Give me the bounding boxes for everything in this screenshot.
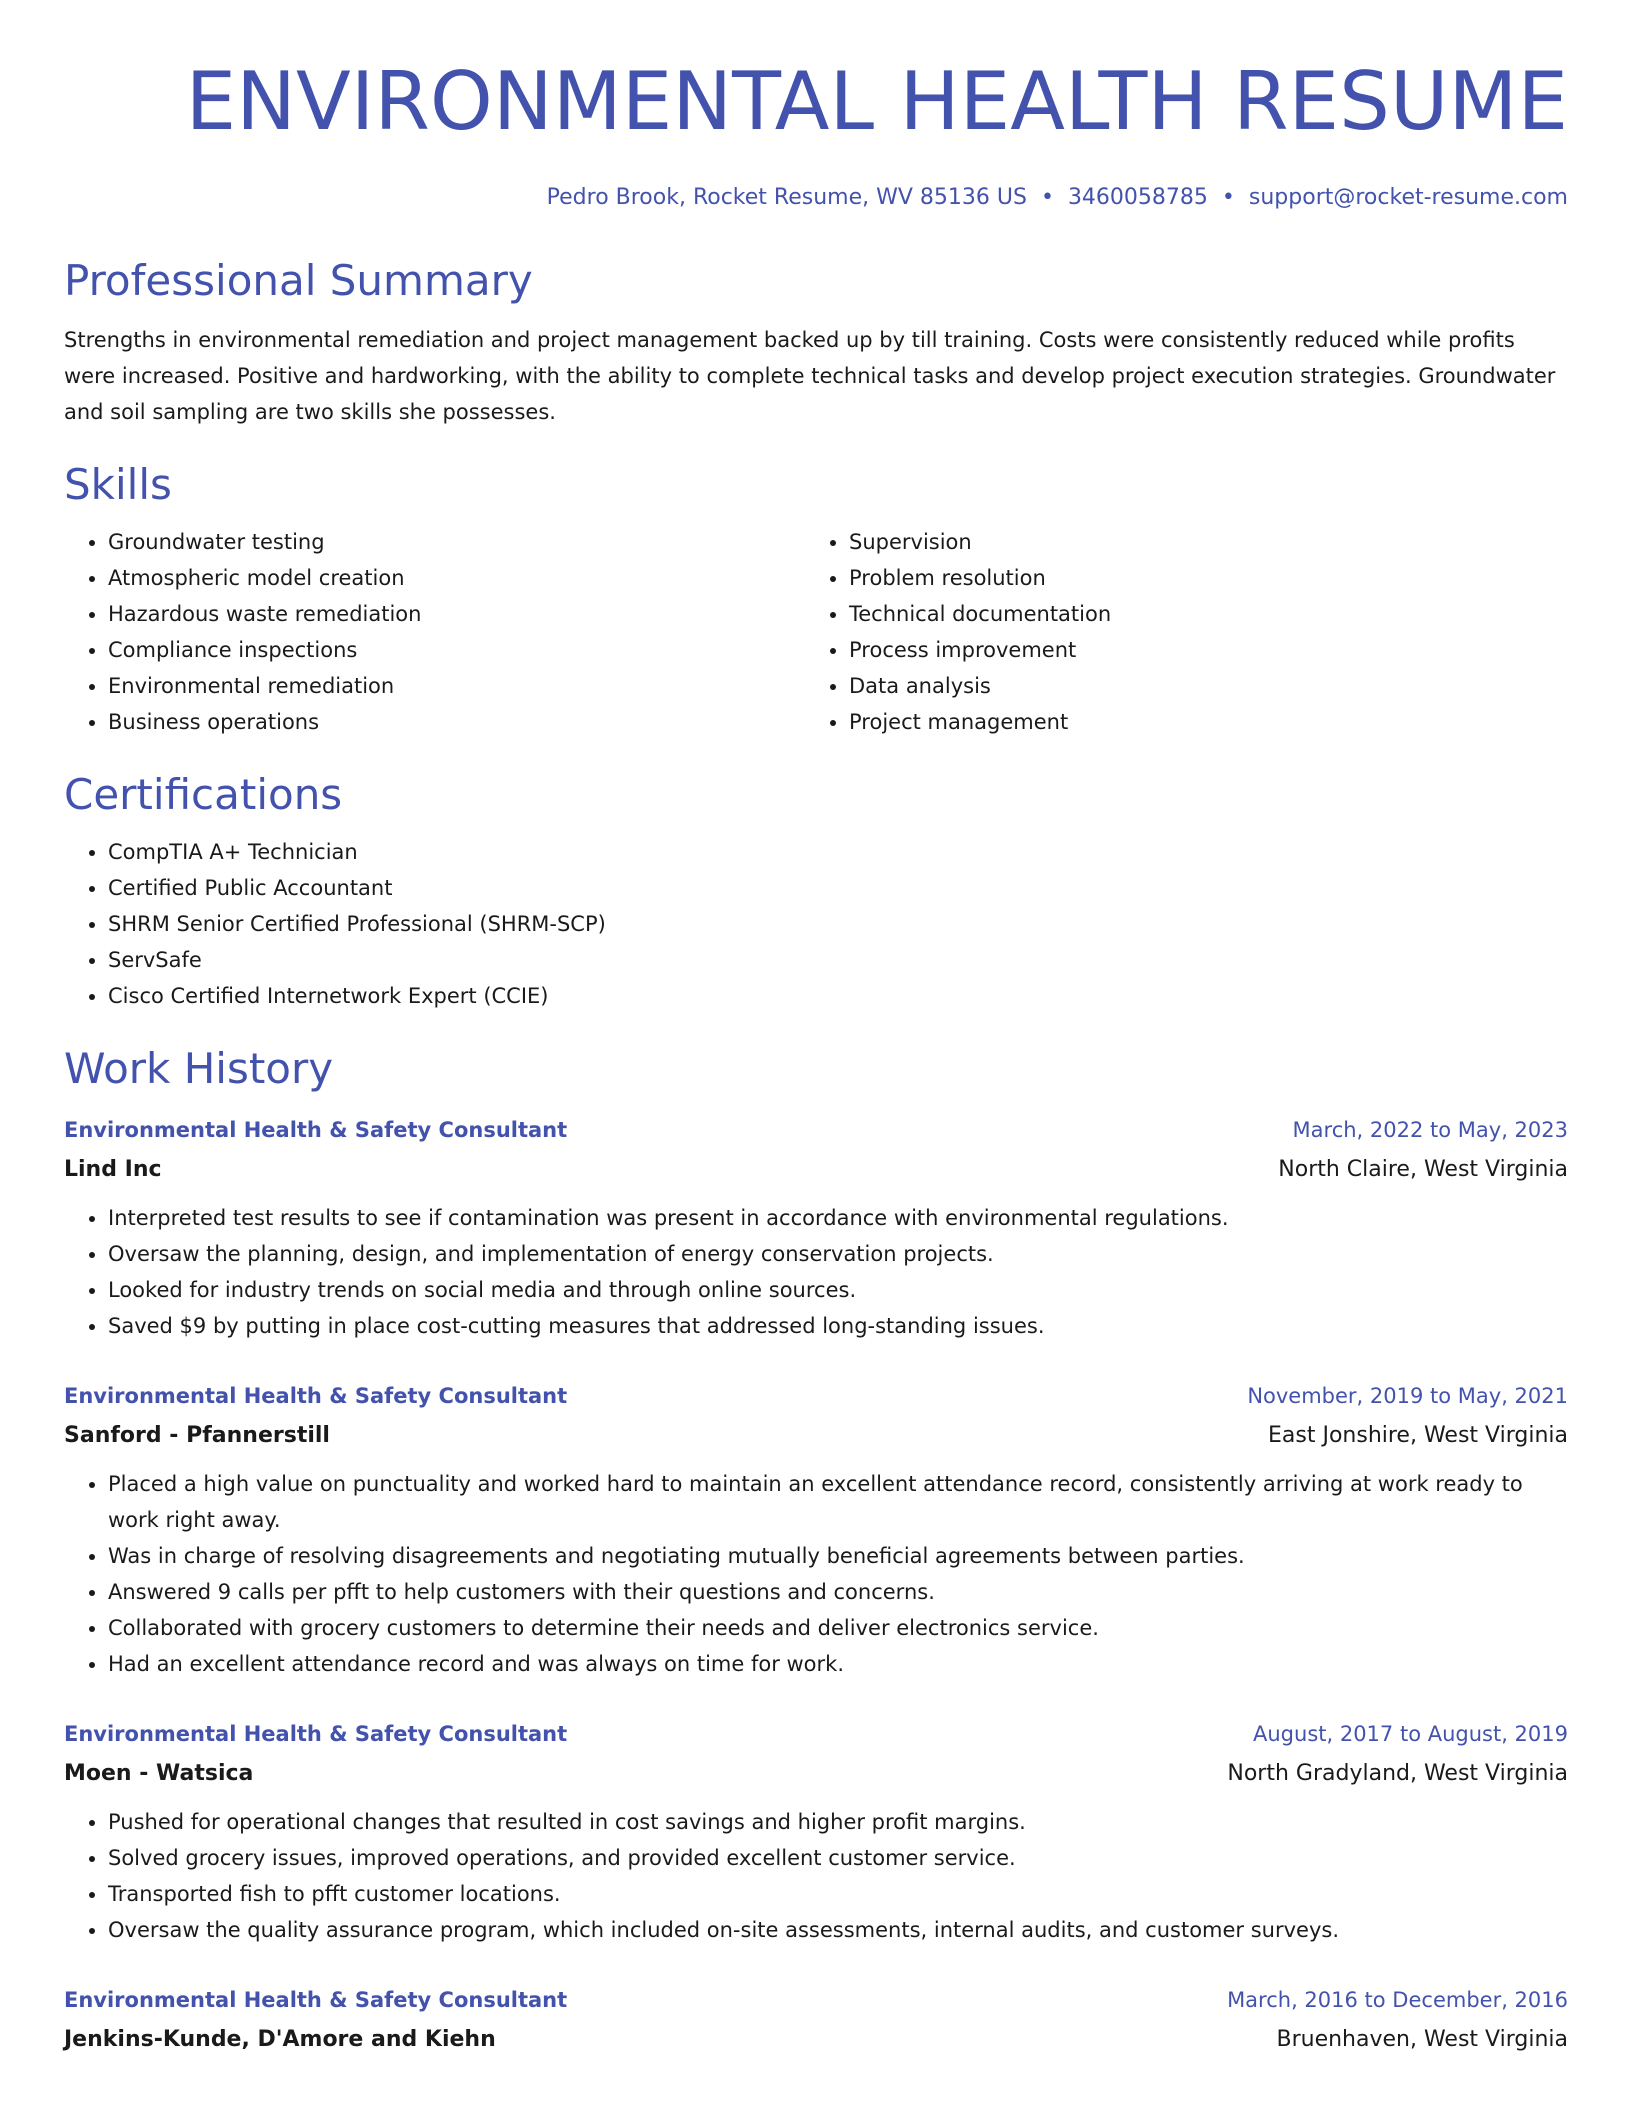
job-company-row	[64, 1754, 1568, 1794]
job-header-row	[64, 1980, 1568, 2020]
job-dates: November, 2019 to May, 2021	[1247, 1384, 1568, 1408]
job-dates: March, 2016 to December, 2016	[1227, 1988, 1568, 2012]
contact-phone: 3460058785	[1067, 185, 1208, 210]
job-company-row	[64, 2020, 1568, 2060]
certification-item: • CompTIA A+ Technician	[108, 834, 1568, 870]
certification-item: • Cisco Certified Internetwork Expert (CCIE)	[108, 978, 1568, 1014]
section-title-skills: Skills	[64, 460, 172, 509]
contact-line	[64, 182, 1568, 214]
job-bullet: • Oversaw the planning, design, and implementation of energy conservation projects.	[108, 1236, 1568, 1272]
job-company-row	[64, 1150, 1568, 1190]
job-bullet: • Had an excellent attendance record and was always on time for work.	[108, 1646, 1568, 1682]
job-dates: March, 2022 to May, 2023	[1292, 1118, 1568, 1142]
job-bullet: • Oversaw the quality assurance program, which included on-site assessments, internal audits, and customer surveys.	[108, 1912, 1568, 1948]
job-location: North Gradyland, West Virginia	[1227, 1761, 1568, 1786]
summary-text: Strengths in environmental remediation and project management backed up by till training. Costs were consistently reduced while profits were increased. Positive and hardworking, with the ability to complete technical tasks and develop project execution strategies. Groundwater and soil sampling are two skills she possesses.	[64, 328, 1556, 424]
job-company: Moen - Watsica	[64, 1761, 254, 1786]
job-entry	[64, 1980, 1568, 2060]
skill-item: • Business operations	[108, 704, 805, 740]
job-header-row	[64, 1110, 1568, 1150]
job-bullet: • Looked for industry trends on social media and through online sources.	[108, 1272, 1568, 1308]
contact-email: support@rocket-resume.com	[1248, 185, 1568, 210]
skill-item: • Compliance inspections	[108, 632, 805, 668]
job-bullet: • Saved $9 by putting in place cost-cutting measures that addressed long-standing issues.	[108, 1308, 1568, 1344]
job-bullet: • Was in charge of resolving disagreements and negotiating mutually beneficial agreements between parties.	[108, 1538, 1568, 1574]
job-entry	[64, 1110, 1568, 1344]
job-company: Jenkins-Kunde, D'Amore and Kiehn	[64, 2027, 496, 2052]
skill-item: • Process improvement	[849, 632, 1568, 668]
job-header-row	[64, 1376, 1568, 1416]
job-entry	[64, 1714, 1568, 1948]
skill-item: • Environmental remediation	[108, 668, 805, 704]
skill-item: • Supervision	[849, 524, 1568, 560]
certification-item: • ServSafe	[108, 942, 1568, 978]
skill-item: • Data analysis	[849, 668, 1568, 704]
section-title-summary: Professional Summary	[64, 256, 533, 305]
job-bullet: • Pushed for operational changes that resulted in cost savings and higher profit margins.	[108, 1804, 1568, 1840]
job-title: Environmental Health & Safety Consultant	[64, 1988, 568, 2012]
job-location: North Claire, West Virginia	[1278, 1157, 1568, 1182]
section-title-certifications: Certifications	[64, 770, 343, 819]
job-location: Bruenhaven, West Virginia	[1276, 2027, 1568, 2052]
job-bullets	[64, 1804, 1568, 1948]
certification-item: • Certified Public Accountant	[108, 870, 1568, 906]
contact-separator: •	[1221, 185, 1235, 210]
resume-title: ENVIRONMENTAL HEALTH RESUME	[185, 55, 1568, 148]
job-bullet: • Placed a high value on punctuality and worked hard to maintain an excellent attendance record, consistently arriving at work ready to work right away.	[108, 1466, 1568, 1538]
job-location: East Jonshire, West Virginia	[1268, 1423, 1568, 1448]
skill-item: • Atmospheric model creation	[108, 560, 805, 596]
job-company-row	[64, 1416, 1568, 1456]
skill-item: • Technical documentation	[849, 596, 1568, 632]
job-title: Environmental Health & Safety Consultant	[64, 1722, 568, 1746]
certifications-list	[64, 834, 1568, 1014]
job-title: Environmental Health & Safety Consultant	[64, 1118, 568, 1142]
skill-item: • Hazardous waste remediation	[108, 596, 805, 632]
job-dates: August, 2017 to August, 2019	[1253, 1722, 1568, 1746]
job-bullets	[64, 1200, 1568, 1344]
job-bullets	[64, 1466, 1568, 1682]
job-company: Lind Inc	[64, 1157, 162, 1182]
section-title-work-history: Work History	[64, 1044, 334, 1093]
skills-list-right	[805, 524, 1568, 740]
skill-item: • Project management	[849, 704, 1568, 740]
job-bullet: • Answered 9 calls per pfft to help customers with their questions and concerns.	[108, 1574, 1568, 1610]
skills-grid	[64, 524, 1568, 740]
job-company: Sanford - Pfannerstill	[64, 1423, 330, 1448]
skill-item: • Groundwater testing	[108, 524, 805, 560]
job-bullet: • Interpreted test results to see if contamination was present in accordance with environmental regulations.	[108, 1200, 1568, 1236]
job-bullet: • Solved grocery issues, improved operations, and provided excellent customer service.	[108, 1840, 1568, 1876]
job-bullet: • Collaborated with grocery customers to determine their needs and deliver electronics service.	[108, 1610, 1568, 1646]
skill-item: • Problem resolution	[849, 560, 1568, 596]
job-entry	[64, 1376, 1568, 1682]
contact-separator: •	[1040, 185, 1054, 210]
job-header-row	[64, 1714, 1568, 1754]
contact-address: Pedro Brook, Rocket Resume, WV 85136 US	[546, 185, 1027, 210]
skills-list-left	[64, 524, 805, 740]
job-bullet: • Transported fish to pfft customer locations.	[108, 1876, 1568, 1912]
job-title: Environmental Health & Safety Consultant	[64, 1384, 568, 1408]
certification-item: • SHRM Senior Certified Professional (SHRM-SCP)	[108, 906, 1568, 942]
